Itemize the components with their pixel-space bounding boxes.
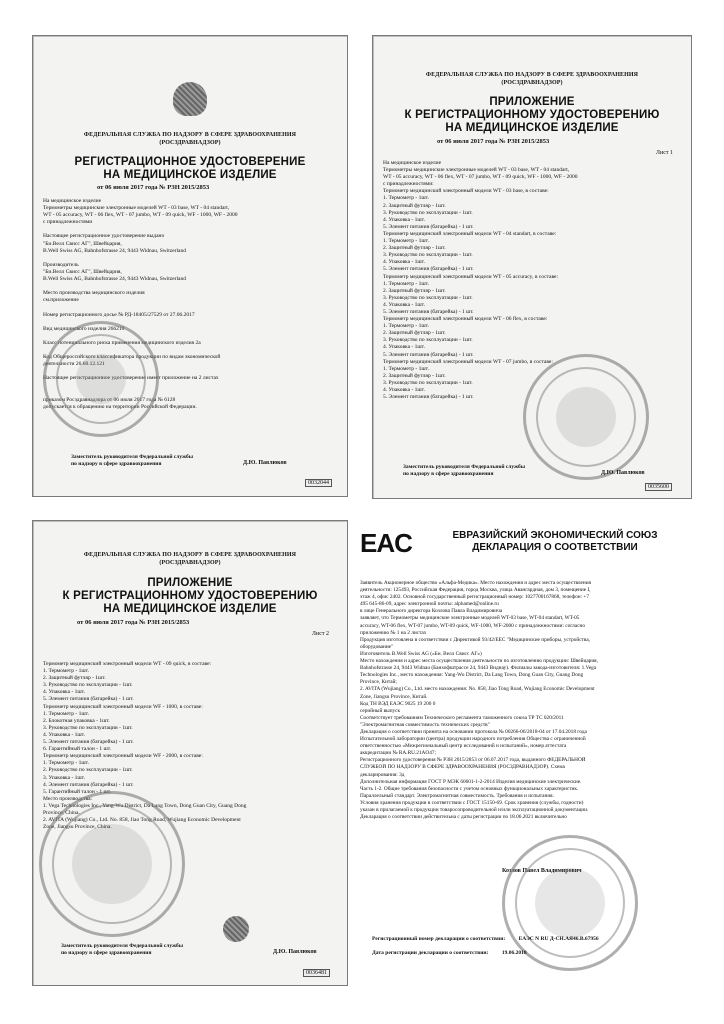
signatory-position: Заместитель руководителя Федеральной службы по надзору в сфере здравоохранения <box>403 464 526 477</box>
text-line: Province, Китай; <box>360 679 397 686</box>
text-line: Декларация о соответствии принята на основании протокола № 00266-06/2018-04 от 17.04.2018 года <box>360 728 587 735</box>
text-line: B.Well Swiss AG, Bahnhofstrasse 24, 9443 Widnau, Switzerland <box>43 276 186 283</box>
text-line: Декларация о соответствии действительна с даты регистрации по 18.06.2021 включительно <box>360 814 567 821</box>
text-line: 1. Термометр - 1шт. <box>383 195 429 202</box>
text-line: Изготовитель B.Well Swiss AG («Би. Велл Свисс АГ») <box>360 650 482 657</box>
certificate-dateline: от 06 июля 2017 года № РЗН 2015/2853 <box>97 184 210 191</box>
appendix-title-line2: К РЕГИСТРАЦИОННОМУ УДОСТОВЕРЕНИЮ <box>404 109 660 121</box>
text-line: 4. Упаковка - 1шт. <box>383 216 425 223</box>
certificate-appendix-sheet-1 <box>372 35 692 499</box>
text-line: приказом Росздравнадзора от 06 июля 2017 года № 6128 <box>43 396 176 403</box>
text-line: "Би.Велл Свисс АГ", Швейцария, <box>43 240 122 247</box>
text-line: 2. AVITA (Wujiang) Co., Ltd. No. 858, Jiao Tong Road, Wujiang Economic Development <box>43 817 241 824</box>
text-line: указан в прилагаемой к продукции товаросопроводительной и/или эксплуатационной документации. <box>360 807 589 813</box>
text-line: 4. Элемент питания (батарейка) - 1 шт. <box>43 781 134 788</box>
text-line: Термометр медицинский электронный модели WT - 07 jumbo, в составе: <box>383 358 553 365</box>
text-line: 1. Термометр - 1шт. <box>383 323 429 330</box>
text-line <box>43 304 339 311</box>
text-line: Часть 1-2. Общие требования безопасности с учетом основных функциональных характеристик. <box>360 785 579 792</box>
text-line: Код Общероссийского классификатора продукции по видам экономической <box>43 354 221 361</box>
text-line: деятельности 26.60.12.121 <box>43 361 105 368</box>
registration-number-label: Регистрационный номер декларации о соответствии: <box>372 936 506 942</box>
declaration-title: ДЕКЛАРАЦИЯ О СООТВЕТСТВИИ <box>472 542 638 553</box>
text-line: 495 645-86-09, адрес электронной почты: alphamed@online.ru <box>360 601 499 608</box>
text-line: 2. Блокотная упаковка - 1шт. <box>43 717 110 724</box>
text-line: 2. Руководство по эксплуатации - 1шт. <box>43 767 133 774</box>
appendix-title-line2: К РЕГИСТРАЦИОННОМУ УДОСТОВЕРЕНИЮ <box>62 590 318 602</box>
text-line: Класс потенциального риска применения медицинского изделия 2а <box>43 339 201 346</box>
text-line: WT - 05 accuracy, WT - 06 flex, WT - 07 jumbo, WT - 09 quick, WF - 1000, WF - 2000 <box>383 174 578 181</box>
text-line: 5. Элемент питания (батарейка) - 1 шт. <box>383 351 474 358</box>
text-line: 2. Защитный футляр - 1шт. <box>383 372 446 379</box>
declarant-signer: Козлов Павел Владимирович <box>502 868 582 874</box>
agency-name: ФЕДЕРАЛЬНАЯ СЛУЖБА ПО НАДЗОРУ В СФЕРЕ ЗДРАВООХРАНЕНИЯ <box>83 132 297 138</box>
text-line: 2. Защитный футляр - 1шт. <box>383 245 446 252</box>
certificate-appendix-sheet-2 <box>32 520 348 986</box>
text-line: 4. Упаковка - 1шт. <box>383 387 425 393</box>
appendix-title-line3: НА МЕДИЦИНСКОЕ ИЗДЕЛИЕ <box>445 122 619 134</box>
text-line: Соответствует требованиям Технического регламента таможенного союза ТР ТС 020/2011 <box>360 714 564 721</box>
text-line: декларирования: 3д <box>360 771 405 778</box>
text-line: Province, China. <box>43 809 80 816</box>
text-line: На медицинское изделие <box>43 198 102 204</box>
text-line: 4. Упаковка - 1шт. <box>43 689 85 696</box>
round-seal-stamp <box>39 791 185 937</box>
text-line: Регистрационного удостоверения № РЗН 2015/2853 от 06.07.2017 года, выданного ФЕДЕРАЛЬНОЙ <box>360 757 586 764</box>
declaration-body <box>360 580 690 821</box>
text-line: 3. Руководство по эксплуатации - 1шт. <box>383 252 473 259</box>
text-line: 4. Упаковка - 1шт. <box>383 344 425 351</box>
text-line: Zone, Jiangsu Province, China. <box>43 824 112 831</box>
text-line: приложению № 1 на 2 листах <box>360 629 427 636</box>
text-line: аккредитации № RA.RU.21AO47; <box>360 750 436 757</box>
text-line: 2. Защитный футляр - 1шт. <box>43 675 106 682</box>
registration-date-label: Дата регистрации декларации о соответствии: <box>372 950 489 956</box>
text-line: B.Well Swiss AG, Bahnhofstrasse 24, 9443 Widnau, Switzerland <box>43 247 186 254</box>
appendix-body <box>383 160 683 401</box>
text-line: "Би.Велл Свисс АГ", Швейцария, <box>43 268 122 275</box>
coat-of-arms-emblem <box>173 82 207 116</box>
text-line: 3. Руководство по эксплуатации - 1шт. <box>43 682 133 689</box>
text-line: заявляет, что Термометры медицинские электронные моделей WT-03 base, WT-04 standart, WT-05 <box>360 615 580 622</box>
text-line: 2. Защитный футляр - 1шт. <box>383 202 446 209</box>
text-line: с принадлежностями: <box>383 181 434 188</box>
text-line: 3. Руководство по эксплуатации - 1шт. <box>383 379 473 386</box>
text-line: Настоящее регистрационное удостоверение выдано <box>43 233 165 240</box>
text-line: 3. Упаковка - 1шт. <box>43 774 85 781</box>
text-line: Заявитель Акционерное общество «Альфа-Медика». Место нахождения и адрес места осуществления <box>360 580 591 586</box>
registration-date: 19.06.2018 <box>501 950 527 956</box>
text-line: 3. Руководство по эксплуатации - 1шт. <box>43 724 133 731</box>
text-line: 5. Элемент питания (батарейка) - 1 шт. <box>383 266 474 273</box>
text-line: 5. Элемент питания (батарейка) - 1 шт. <box>383 394 474 401</box>
agency-abbr: (РОСЗДРАВНАДЗОР) <box>159 140 221 146</box>
registration-number: ЕАЭС N RU Д-CH.АЯ46.В.67956 <box>518 936 599 942</box>
text-line: 4. Упаковка - 1шт. <box>43 731 85 738</box>
text-line: Термометр медицинский электронный модели WT - 03 base, в составе: <box>383 188 549 195</box>
sheet-number: Лист 2 <box>311 631 329 637</box>
text-line: Термометр медицинский электронный модели WT - 06 flex, в составе: <box>383 316 548 323</box>
registration-date-row <box>372 950 527 957</box>
text-line: 5. Элемент питания (батарейка) - 1 шт. <box>43 739 134 746</box>
appendix-title-line3: НА МЕДИЦИНСКОЕ ИЗДЕЛИЕ <box>103 603 277 615</box>
form-serial-number: 0036481 <box>303 969 330 977</box>
text-line: Продукция изготовлена в соответствии с Директивой 93/42/ЕЕС "Медицинские приборы, устройства, <box>360 636 591 643</box>
certificate-subtitle: НА МЕДИЦИНСКОЕ ИЗДЕЛИЕ <box>103 169 277 181</box>
text-line: Место нахождения и адрес места осуществления деятельности по изготовлению продукции: Швейцария, <box>360 658 598 665</box>
certificate-title: РЕГИСТРАЦИОННОЕ УДОСТОВЕРЕНИЕ <box>74 156 306 168</box>
text-line: 1. Термометр - 1шт. <box>43 668 89 675</box>
seal-emblem <box>223 916 249 942</box>
text-line: Термометр медицинский электронный модели WT - 09 quick, в составе: <box>43 661 212 667</box>
text-line: СЛУЖБОЙ ПО НАДЗОРУ В СФЕРЕ ЗДРАВООХРАНЕНИЯ (РОСЗДРАВНАДЗОР). Схема <box>360 764 565 771</box>
text-line: серийный выпуск <box>360 707 401 714</box>
text-line: 1. Термометр - 1шт. <box>43 760 89 767</box>
appendix-dateline: от 06 июля 2017 года № РЗН 2015/2853 <box>437 138 550 145</box>
declaration-header <box>430 530 680 554</box>
text-line: в лице Генерального директора Козлова Павла Владимировича <box>360 608 503 615</box>
text-line: 2. Защитный футляр - 1шт. <box>383 287 446 294</box>
form-serial-number: 0032044 <box>305 479 332 487</box>
round-seal-stamp <box>523 354 649 480</box>
text-line: 1. Термометр - 1шт. <box>383 238 429 245</box>
text-line: Вид медицинского изделия 266210 <box>43 325 125 332</box>
agency-name: ФЕДЕРАЛЬНАЯ СЛУЖБА ПО НАДЗОРУ В СФЕРЕ ЗДРАВООХРАНЕНИЯ <box>83 552 297 558</box>
signatory-name: Д.Ю. Павлюков <box>243 460 287 466</box>
text-line: допускается к обращению на территории Российской Федерации. <box>43 403 197 410</box>
text-line: На медицинское изделие <box>383 160 442 166</box>
text-line: 1. Термометр - 1шт. <box>383 280 429 287</box>
text-line: Испытательной лаборатории (центра) продукции народного потребления Общества с ограниченной <box>360 736 586 743</box>
text-line: 3. Руководство по эксплуатации - 1шт. <box>383 337 473 344</box>
text-line: Термометр медицинский электронный модели WF - 2000, в составе: <box>43 753 203 760</box>
text-line: Zone, Jiangsu Province, Китай. <box>360 693 428 700</box>
eac-logo: EAC <box>360 528 412 558</box>
registration-number-row <box>372 936 599 943</box>
text-line: Technologies Inc., место нахождения: Yang-Wu District, Da Lang Town, Dong Guan City, Guang Dong <box>360 672 584 679</box>
signatory-position: Заместитель руководителя Федеральной службы по надзору в сфере здравоохранения <box>61 943 184 956</box>
text-line: 3. Руководство по эксплуатации - 1шт. <box>383 209 473 216</box>
eaeu-declaration-of-conformity <box>352 520 694 1000</box>
text-line: WT - 05 accuracy, WT - 06 flex, WT - 07 jumbo, WT - 09 quick, WF - 1000, WF - 2000 <box>43 212 238 219</box>
text-line: 4. Упаковка - 1шт. <box>383 259 425 266</box>
appendix-title: ПРИЛОЖЕНИЕ <box>147 577 233 589</box>
text-line: 6. Гарантийный талон - 1 шт. <box>43 746 112 753</box>
signatory-name: Д.Ю. Павлюков <box>601 470 645 476</box>
text-line: см.приложение <box>43 297 79 304</box>
text-line: Производитель <box>43 261 79 268</box>
text-line: 1. Термометр - 1шт. <box>383 365 429 372</box>
text-line <box>43 255 339 262</box>
text-line: Дополнительная информация ГОСТ Р МЭК 60601-1-2-2014 Изделия медицинские электрические. <box>360 778 582 785</box>
text-line: "Электромагнитная совместимость технических средств" <box>360 721 490 728</box>
round-seal-stamp <box>43 321 159 437</box>
text-line: Код ТН ВЭД ЕАЭС 9025 19 200 0 <box>360 700 436 707</box>
text-line: ответственностью «Межрегиональный центр исследований и испытаний», номер аттестата <box>360 743 567 750</box>
agency-name: ФЕДЕРАЛЬНАЯ СЛУЖБА ПО НАДЗОРУ В СФЕРЕ ЗДРАВООХРАНЕНИЯ <box>425 72 639 78</box>
text-line <box>43 283 339 290</box>
text-line: Термометр медицинский электронный модели WT - 05 accuracy, в составе: <box>383 273 559 280</box>
text-line: этаж 4, офис 2402. Основной государственный регистрационный номер: 1027700167868, телефон: +7 <box>360 594 590 601</box>
text-line: Номер регистрационного досье № РД-18405/27529 от 27.06.2017 <box>43 311 195 318</box>
text-line: с принадлежностями <box>43 219 93 226</box>
text-line: 5. Элемент питания (батарейка) - 1 шт. <box>383 223 474 230</box>
text-line: Bahnhofstrasse 24, 9443 Widnau (Банхофштрассе 24, 9443 Виднау). Филиалы завода-изготовителя: 1.Vega <box>360 665 597 672</box>
text-line: 5. Элемент питания (батарейка) - 1 шт. <box>383 308 474 315</box>
text-line: Термометр медицинский электронный модели WF - 1000, в составе: <box>43 703 203 710</box>
agency-abbr: (РОСЗДРАВНАДЗОР) <box>501 80 563 86</box>
text-line: accuracy, WT-06 flex, WT-07 jumbo, WT-09 quick, WF-1000, WF-2000 с принадлежностями: согласно <box>360 622 585 629</box>
text-line: деятельности: 125493, Российская Федерация, город Москва, улица Авангардная, дом 3, помещение I, <box>360 587 591 594</box>
text-line: Условия хранения продукции в соответствии с ГОСТ 15150-69. Срок хранения (службы, годности) <box>360 799 584 806</box>
text-line: 1. Vega Technologies Inc., Yang-Wu District, Da Lang Town, Dong Guan City, Guang Dong <box>43 802 247 809</box>
registration-certificate <box>32 35 348 497</box>
text-line: 5. Гарантийный талон - 1 шт. <box>43 788 112 795</box>
text-line: оборудование" <box>360 643 394 650</box>
appendix-dateline: от 06 июля 2017 года № РЗН 2015/2853 <box>77 619 190 626</box>
text-line: 3. Руководство по эксплуатации - 1шт. <box>383 294 473 301</box>
text-line: 4. Упаковка - 1шт. <box>383 301 425 308</box>
text-line: Термометры медицинские электронные моделей WT - 03 base, WT - 04 standart, <box>43 205 230 212</box>
text-line <box>43 226 339 233</box>
text-line: Настоящее регистрационное удостоверение имеет приложение на 2 листах <box>43 375 219 382</box>
signatory-name: Д.Ю. Павлюков <box>273 949 317 955</box>
text-line: 2. AVITA (Wujiang) Co., Ltd. место нахождения: No. 858, Jiao Tong Road, Wujiang Economic Development <box>360 686 595 693</box>
text-line: Место производства: <box>43 795 93 802</box>
text-line: Место производства медицинского изделия <box>43 290 145 297</box>
agency-abbr: (РОСЗДРАВНАДЗОР) <box>159 560 221 566</box>
sheet-number: Лист 1 <box>655 150 673 156</box>
text-line: Термометры медицинские электронные моделей WT - 03 base, WT - 04 standart, <box>383 167 570 174</box>
text-line: 2. Защитный футляр - 1шт. <box>383 330 446 337</box>
text-line: Термометр медицинский электронный модели WT - 04 standart, в составе: <box>383 230 557 237</box>
text-line: 5. Элемент питания (батарейка) - 1 шт. <box>43 696 134 703</box>
text-line: 1. Термометр - 1шт. <box>43 710 89 717</box>
text-line: Параллельный стандарт. Электромагнитная совместимость. Требования и испытания. <box>360 792 554 799</box>
signatory-position: Заместитель руководителя Федеральной службы по надзору в сфере здравоохранения <box>71 454 194 467</box>
form-serial-number: 0035600 <box>645 483 672 491</box>
appendix-title: ПРИЛОЖЕНИЕ <box>489 96 575 108</box>
union-name: ЕВРАЗИЙСКИЙ ЭКОНОМИЧЕСКИЙ СОЮЗ <box>452 530 658 541</box>
